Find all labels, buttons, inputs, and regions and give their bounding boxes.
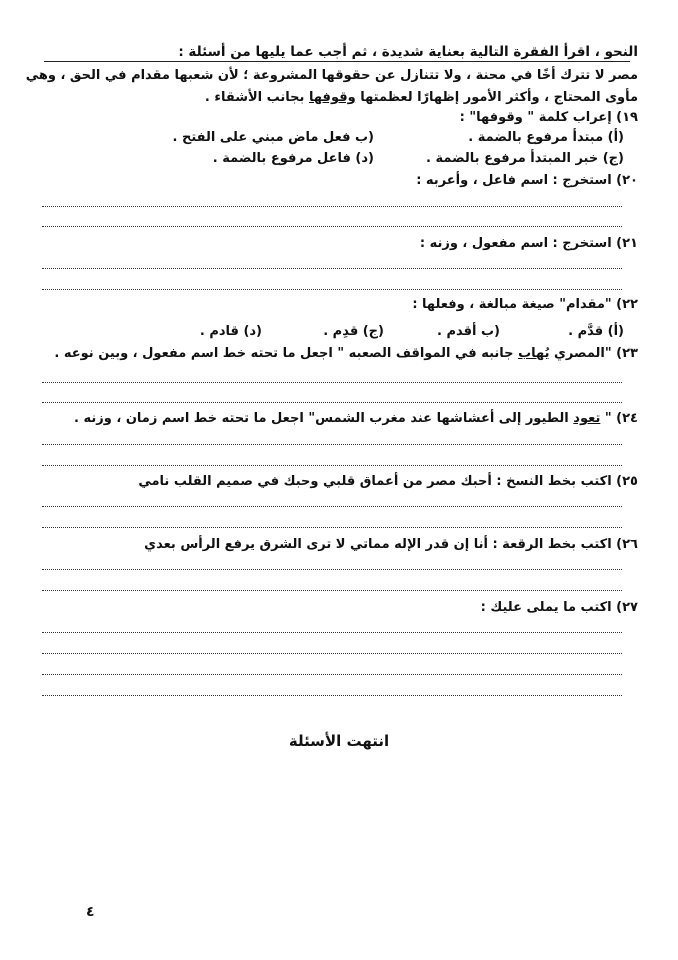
question-21: ٢١) استخرج : اسم مفعول ، وزنه : (419, 236, 638, 251)
q19-option-a: (أ) مبتدأ مرفوع بالضمة . (468, 130, 624, 145)
answer-line (42, 226, 622, 227)
answer-line (42, 289, 622, 290)
answer-line (42, 569, 622, 570)
q19-option-c: (ج) خبر المبتدأ مرفوع بالضمة . (426, 151, 624, 166)
question-22: ٢٢) "مقدام" صيغة مبالغة ، وفعلها : (412, 297, 638, 312)
question-19: ١٩) إعراب كلمة " وقوفها" : (459, 110, 638, 125)
q23-prefix: ٢٣) "المصري (549, 346, 638, 361)
passage-text-end: بجانب الأشقاء . (204, 90, 309, 105)
answer-line (42, 695, 622, 696)
q23-suffix: جانبه في المواقف الصعبه " اجعل ما تحته خط اسم مفعول ، وبين نوعه . (54, 346, 519, 361)
q19-option-b: (ب فعل ماض مبني على الفتح . (172, 130, 374, 145)
answer-line (42, 506, 622, 507)
question-25: ٢٥) اكتب بخط النسخ : أحبك مصر من أعماق قلبي وحبك في صميم القلب نامي (138, 474, 638, 489)
q19-option-d: (د) فاعل مرفوع بالضمة . (212, 151, 374, 166)
q22-option-d: (د) قادم . (199, 324, 262, 339)
answer-line (42, 444, 622, 445)
answer-line (42, 674, 622, 675)
answer-line (42, 590, 622, 591)
header-underline (44, 61, 630, 62)
question-24 (40, 411, 638, 426)
passage-underlined-word: وقوفها (308, 90, 356, 105)
answer-line (42, 268, 622, 269)
q23-underlined-word: يُهاب (518, 346, 550, 361)
q24-underlined-word: تعود (573, 411, 601, 426)
passage-line-1: مصر لا تترك أخًا في محنة ، ولا تتنازل عن حقوقها المشروعة ؛ لأن شعبها مقدام في الحق ، وهي (25, 68, 638, 83)
passage-line-2 (40, 90, 638, 105)
answer-line (42, 206, 622, 207)
section-header: النحو ، اقرأ الفقرة التالية بعناية شديدة ، ثم أجب عما يليها من أسئلة : (178, 44, 638, 60)
q22-option-b: (ب أقدم . (436, 324, 500, 339)
page-number: ٤ (86, 904, 95, 920)
answer-line (42, 653, 622, 654)
q22-option-c: (ج) قدِم . (323, 324, 384, 339)
answer-line (42, 382, 622, 383)
passage-text: مأوى المحتاج ، وأكثر الأمور إظهارًا لعظمتها (355, 90, 638, 105)
question-23 (40, 346, 638, 361)
q22-option-a: (أ) قدَّم . (568, 324, 624, 339)
question-26: ٢٦) اكتب بخط الرقعة : أنا إن قدر الإله مماتي لا ترى الشرق يرفع الرأس بعدي (144, 537, 638, 552)
q24-prefix: ٢٤) " (600, 411, 638, 426)
question-20: ٢٠) استخرج : اسم فاعل ، وأعربه : (416, 173, 638, 188)
q24-suffix: الطيور إلى أعشاشها عند مغرب الشمس" اجعل ما تحته خط اسم زمان ، وزنه . (74, 411, 574, 426)
question-27: ٢٧) اكتب ما يملى عليك : (480, 600, 638, 615)
answer-line (42, 527, 622, 528)
answer-line (42, 632, 622, 633)
answer-line (42, 465, 622, 466)
answer-line (42, 402, 622, 403)
end-of-questions: انتهت الأسئلة (288, 732, 390, 750)
